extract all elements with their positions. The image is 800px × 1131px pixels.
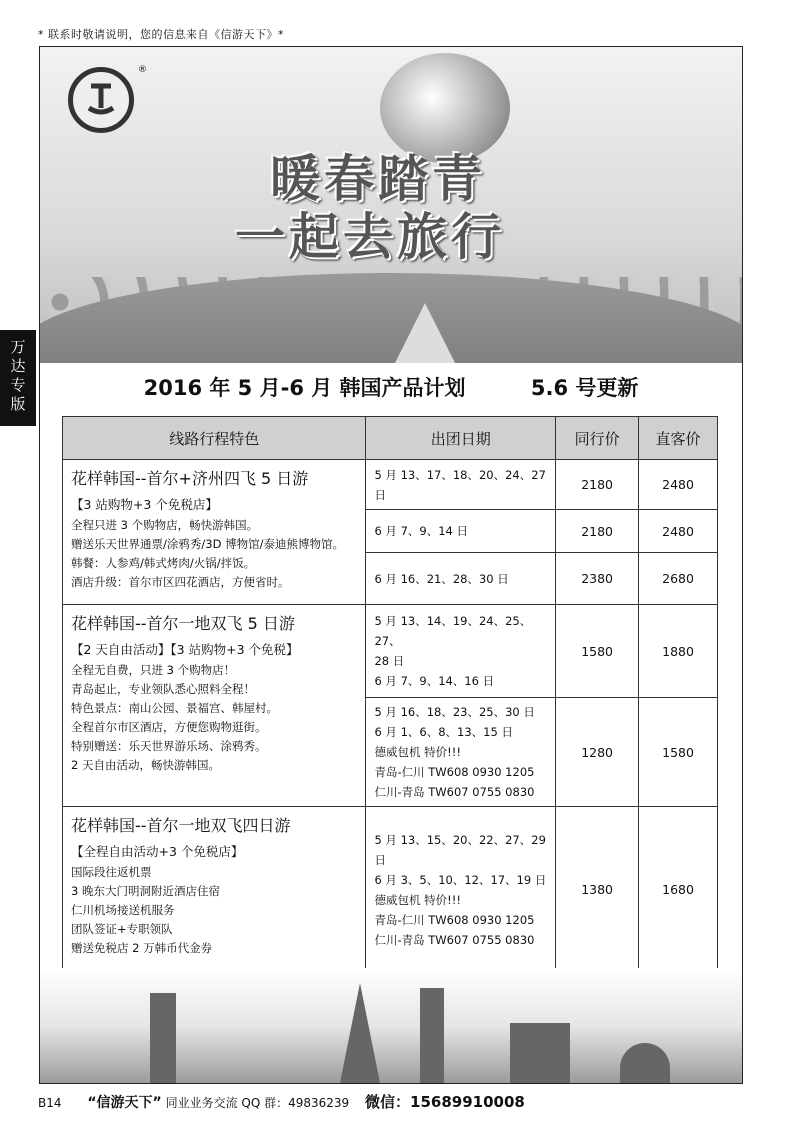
route-feature: 韩餐：人参鸡/韩式烤肉/火锅/拌饭。: [71, 556, 256, 570]
date-line: 6 月 1、6、8、13、15 日: [374, 725, 513, 739]
route-title: 花样韩国--首尔一地双飞 5 日游: [71, 614, 295, 633]
departure-dates: [366, 553, 556, 605]
date-line: 5 月 16、18、23、25、30 日: [374, 705, 535, 719]
cathedral-image: [510, 1023, 570, 1083]
banner-headline-line1: 暖春踏青: [270, 150, 486, 208]
date-line: 28 日: [374, 654, 405, 668]
date-line: 青岛-仁川 TW608 0930 1205: [374, 912, 535, 927]
route-feature: 青岛起止，专业领队悉心照料全程！: [71, 682, 255, 696]
qq-group: 同业业务交流 QQ 群：49836239: [165, 1096, 350, 1110]
update-note: 5.6 号更新: [530, 376, 639, 400]
peer-price: 1580: [556, 605, 639, 698]
side-tab: [0, 330, 36, 426]
peer-price: 1380: [556, 807, 639, 973]
route-feature: 全程无自费，只进 3 个购物店！: [71, 663, 236, 677]
date-line: 德威包机 特价!!!: [374, 892, 461, 907]
page-footer: [38, 1091, 525, 1112]
direct-price: 2480: [639, 510, 718, 553]
brand-logo: [68, 67, 134, 133]
route-feature: 全程只进 3 个购物店，畅快游韩国。: [71, 518, 259, 532]
direct-price: 1580: [639, 698, 718, 807]
taj-mahal-image: [620, 1043, 670, 1083]
table-row: [63, 605, 718, 698]
departure-dates: [366, 698, 556, 807]
route-feature: 赠送免税店 2 万韩币代金券: [71, 941, 213, 955]
peer-price: 2180: [556, 510, 639, 553]
date-line: 5 月 13、15、20、22、27、29 日: [374, 832, 546, 867]
peer-price: 2380: [556, 553, 639, 605]
side-tab-char: 专: [10, 376, 26, 394]
landmarks-illustration: [40, 968, 742, 1083]
table-header-row: [63, 417, 718, 460]
date-line: 6 月 16、21、28、30 日: [374, 571, 509, 586]
route-title: 花样韩国--首尔+济州四飞 5 日游: [71, 469, 309, 488]
product-table: [62, 416, 718, 973]
date-line: 5 月 13、17、18、20、24、27 日: [374, 467, 546, 502]
direct-price: 1880: [639, 605, 718, 698]
date-line: 德威包机 特价!!!: [374, 745, 461, 759]
wechat-contact: 微信：15689910008: [365, 1093, 525, 1111]
road-path: [395, 303, 455, 363]
footer-brand: “信游天下”: [87, 1095, 162, 1111]
route-cell: [63, 807, 366, 973]
promo-banner: [40, 47, 742, 363]
eiffel-tower-image: [340, 983, 380, 1083]
date-line: 青岛-仁川 TW608 0930 1205: [374, 765, 535, 779]
route-feature: 2 天自由活动，畅快游韩国。: [71, 758, 220, 772]
header-dates: 出团日期: [366, 417, 556, 460]
top-note: * 联系时敬请说明，您的信息来自《信游天下》*: [38, 28, 284, 41]
route-feature: 酒店升级：首尔市区四花酒店，方便省时。: [71, 575, 290, 589]
departure-dates: [366, 460, 556, 510]
title-main: 2016 年 5 月-6 月 韩国产品计划: [143, 376, 466, 400]
date-line: 6 月 7、9、14 日: [374, 524, 469, 538]
route-feature: 团队签证+专职领队: [71, 922, 173, 936]
date-line: 5 月 13、14、19、24、25、27、: [374, 614, 532, 648]
route-feature: 3 晚东大门明洞附近酒店住宿: [71, 884, 220, 898]
route-tag: 【全程自由活动+3 个免税店】: [71, 844, 244, 859]
route-feature: 仁川机场接送机服务: [71, 903, 175, 917]
header-direct-price: 直客价: [639, 417, 718, 460]
leaning-tower-image: [420, 988, 444, 1083]
route-feature: 赠送乐天世界通票/涂鸦秀/3D 博物馆/泰迪熊博物馆。: [71, 537, 344, 551]
side-tab-char: 达: [10, 357, 26, 375]
date-line: 6 月 3、5、10、12、17、19 日: [374, 872, 547, 887]
side-tab-char: 版: [10, 395, 26, 413]
route-tag: 【3 站购物+3 个免税店】: [71, 497, 218, 512]
route-title: 花样韩国--首尔一地双飞四日游: [71, 816, 291, 835]
registered-mark: ®: [138, 65, 147, 75]
route-cell: [63, 605, 366, 807]
table-row: [63, 807, 718, 973]
route-feature: 特别赠送：乐天世界游乐场、涂鸦秀。: [71, 739, 267, 753]
peer-price: 1280: [556, 698, 639, 807]
peer-price: 2180: [556, 460, 639, 510]
page-number: B14: [38, 1096, 62, 1110]
departure-dates: [366, 510, 556, 553]
date-line: 仁川-青岛 TW607 0755 0830: [374, 785, 535, 799]
table-row: [63, 460, 718, 510]
statue-of-liberty-image: [150, 993, 176, 1083]
header-route: 线路行程特色: [63, 417, 366, 460]
direct-price: 1680: [639, 807, 718, 973]
banner-headline-line2: 一起去旅行: [235, 208, 505, 266]
route-tag: 【2 天自由活动】【3 站购物+3 个免税】: [71, 642, 299, 657]
departure-dates: [366, 807, 556, 973]
date-line: 6 月 7、9、14、16 日: [374, 674, 495, 688]
side-tab-char: 万: [10, 338, 26, 356]
direct-price: 2680: [639, 553, 718, 605]
departure-dates: [366, 605, 556, 698]
header-peer-price: 同行价: [556, 417, 639, 460]
direct-price: 2480: [639, 460, 718, 510]
page-title: [40, 372, 742, 402]
logo-mark-icon: [73, 72, 129, 128]
date-line: 仁川-青岛 TW607 0755 0830: [374, 932, 535, 947]
route-feature: 全程首尔市区酒店，方便您购物逛街。: [71, 720, 267, 734]
route-feature: 国际段往返机票: [71, 865, 152, 879]
route-feature: 特色景点：南山公园、景福宫、韩屋村。: [71, 701, 278, 715]
route-cell: [63, 460, 366, 605]
